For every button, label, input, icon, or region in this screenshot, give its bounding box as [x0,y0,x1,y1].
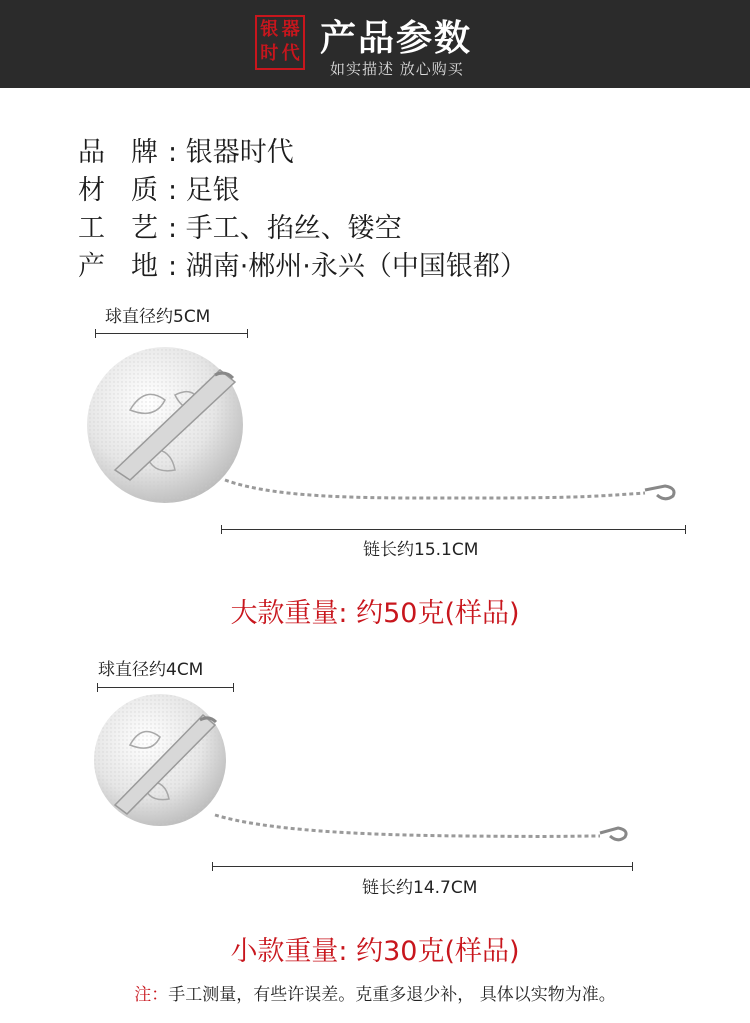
large-weight-text: 大款重量: 约50克(样品) [230,598,520,629]
note-prefix: 注： [134,985,169,1005]
spec-label: 工 [78,213,105,244]
disclaimer-note [0,980,750,1005]
spec-row-material [78,168,240,207]
spec-value: 银器时代 [185,137,294,168]
page-subtitle: 如实描述 放心购买 [330,60,464,78]
small-weight-text: 小款重量: 约30克(样品) [230,936,520,967]
spec-sep: : [168,137,178,168]
seal-char: 代 [281,43,300,64]
seal-char: 银 [260,19,279,40]
note-text: 手工测量，有些许误差。克重多退少补， 具体以实物为准。 [168,985,616,1005]
spec-sep: : [168,175,178,206]
spec-value: 手工、掐丝、镂空 [185,213,402,244]
spec-label: 质 [131,175,158,206]
header-bar [0,0,750,88]
small-chain-line [212,866,633,867]
spec-label: 地 [131,251,158,282]
small-diameter-label: 球直径约4CM [98,660,204,680]
spec-label: 材 [78,175,105,206]
spec-label: 品 [78,137,105,168]
small-diameter-line [97,687,234,688]
page-title: 产品参数 [320,17,473,59]
seal-char: 时 [260,43,279,64]
spec-value: 足银 [185,175,240,206]
spec-label: 产 [78,251,105,282]
spec-row-brand [78,130,294,169]
large-chain-label: 链长约15.1CM [363,540,479,560]
large-chain-line [221,529,686,530]
spec-sep: : [168,251,178,282]
spec-row-craft [78,206,402,245]
small-chain-label: 链长约14.7CM [362,878,478,898]
brand-seal-logo [255,15,305,70]
seal-char: 器 [281,19,300,40]
small-tea-ball-image [85,690,645,865]
large-tea-ball-image [80,340,700,525]
spec-row-origin [78,244,527,283]
large-diameter-label: 球直径约5CM [105,307,211,327]
spec-label: 牌 [131,137,158,168]
large-diameter-line [95,333,248,334]
spec-value: 湖南·郴州·永兴（中国银都） [185,251,527,282]
spec-sep: : [168,213,178,244]
spec-label: 艺 [131,213,158,244]
